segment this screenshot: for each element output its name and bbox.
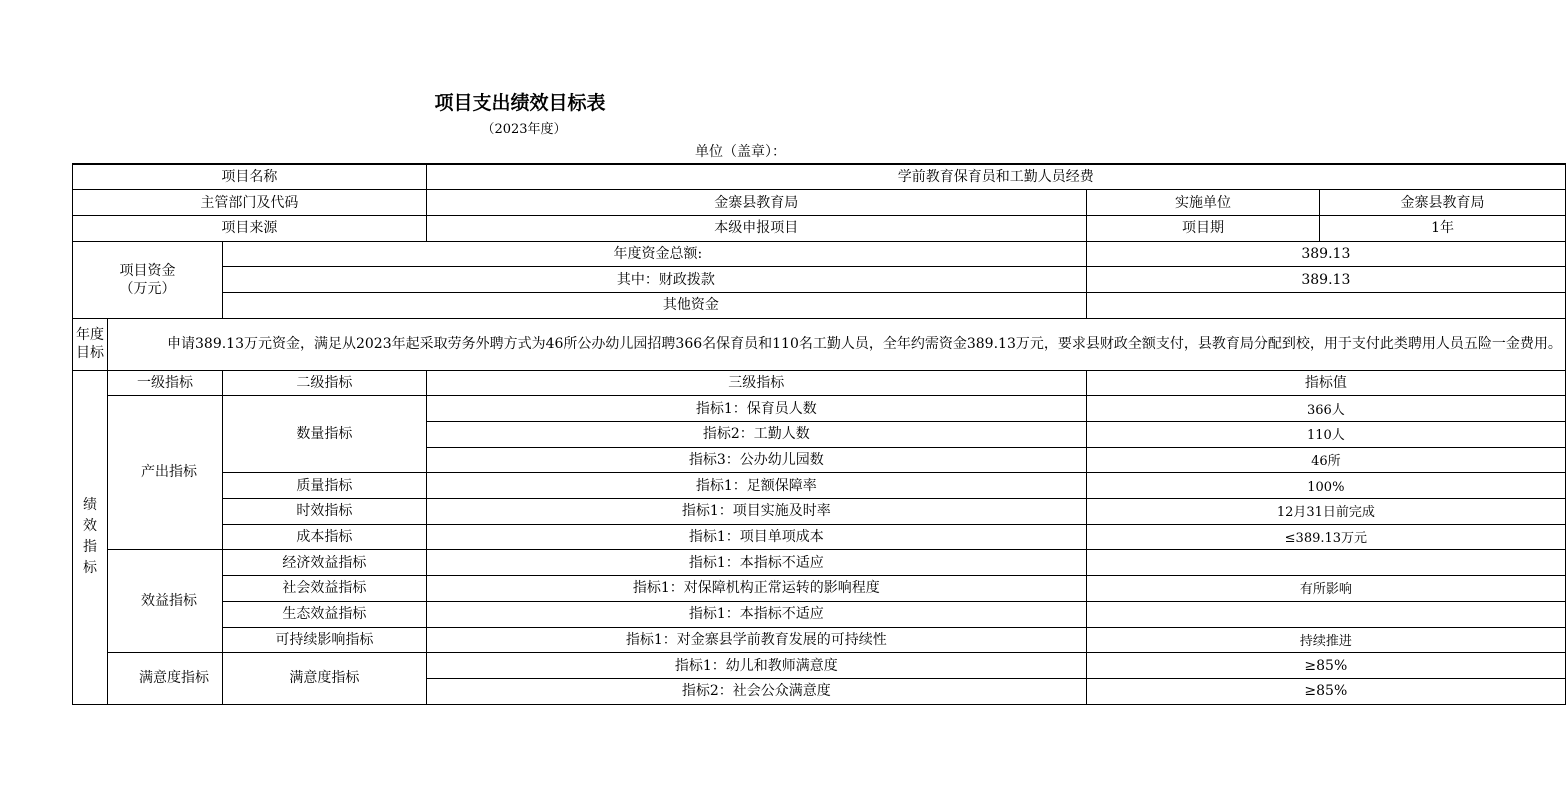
goal-text-content: 申请389.13万元资金，满足从2023年起采取劳务外聘方式为46所公办幼儿园招聘366名保育员和110名工勤人员，全年约需资金389.13万元，要求县财政全额支付，县教育局分配到校，用于支付此类聘用人员五险一金费用。 — [167, 336, 1562, 353]
indicator-value: 有所影响 — [1086, 576, 1565, 602]
indicator-row: 指标3：公办幼儿园数 — [426, 447, 1086, 473]
indicator-row: 指标1：保育员人数 — [426, 396, 1086, 422]
indicator-row: 指标1：足额保障率 — [426, 473, 1086, 499]
source-label: 项目来源 — [73, 215, 427, 241]
group-output: 产出指标 — [108, 396, 223, 550]
funds-total-value: 389.13 — [1086, 241, 1565, 267]
goal-label-line2: 目标 — [76, 345, 104, 362]
impl-value: 金寨县教育局 — [1320, 190, 1566, 216]
group-benefit: 效益指标 — [108, 550, 223, 653]
indicator-value: 366人 — [1086, 396, 1565, 422]
project-name-value: 学前教育保育员和工勤人员经费 — [426, 164, 1565, 190]
sub-economic: 经济效益指标 — [222, 550, 426, 576]
indicator-row: 指标1：幼儿和教师满意度 — [426, 653, 1086, 679]
indicator-value: ≥85% — [1086, 653, 1565, 679]
indicator-row: 指标1：项目单项成本 — [426, 524, 1086, 550]
period-value: 1年 — [1320, 215, 1566, 241]
funds-total-label: 年度资金总额: — [222, 241, 1086, 267]
indicator-row: 指标1：对金寨县学前教育发展的可持续性 — [426, 627, 1086, 653]
sub-timeliness: 时效指标 — [222, 499, 426, 525]
header-level2: 二级指标 — [222, 370, 426, 396]
funds-other-label: 其他资金 — [222, 292, 1086, 318]
header-level1: 一级指标 — [108, 370, 223, 396]
sub-social: 社会效益指标 — [222, 576, 426, 602]
indicator-value: ≥85% — [1086, 678, 1565, 704]
dept-label: 主管部门及代码 — [73, 190, 427, 216]
year-label: （2023年度） — [481, 122, 567, 137]
goal-label — [73, 318, 108, 370]
sub-eco: 生态效益指标 — [222, 601, 426, 627]
indicator-row: 指标2：工勤人数 — [426, 422, 1086, 448]
funds-label — [73, 241, 223, 318]
funds-fiscal-value: 389.13 — [1086, 267, 1565, 293]
indicator-value: 110人 — [1086, 422, 1565, 448]
sub-sustain: 可持续影响指标 — [222, 627, 426, 653]
indicator-value — [1086, 550, 1565, 576]
perf-label: 绩效指标 — [73, 370, 108, 704]
dept-value: 金寨县教育局 — [426, 190, 1086, 216]
indicator-value: 46所 — [1086, 447, 1565, 473]
indicator-value: ≤389.13万元 — [1086, 524, 1565, 550]
performance-table — [72, 163, 1566, 705]
sub-quality: 质量指标 — [222, 473, 426, 499]
sub-satisfaction: 满意度指标 — [222, 653, 426, 704]
indicator-value: 持续推进 — [1086, 627, 1565, 653]
funds-fiscal-label: 其中：财政拨款 — [222, 267, 1086, 293]
group-satisfaction: 满意度指标 — [108, 653, 223, 704]
goal-text — [108, 318, 1566, 370]
funds-other-value — [1086, 292, 1565, 318]
header-level3: 三级指标 — [426, 370, 1086, 396]
indicator-value — [1086, 601, 1565, 627]
indicator-row: 指标1：本指标不适应 — [426, 601, 1086, 627]
sub-cost: 成本指标 — [222, 524, 426, 550]
indicator-value: 100% — [1086, 473, 1565, 499]
source-value: 本级申报项目 — [426, 215, 1086, 241]
funds-label-line2: （万元） — [119, 280, 176, 297]
indicator-value: 12月31日前完成 — [1086, 499, 1565, 525]
impl-label: 实施单位 — [1086, 190, 1319, 216]
header-value: 指标值 — [1086, 370, 1565, 396]
goal-label-line1: 年度 — [76, 327, 104, 344]
sub-quantity: 数量指标 — [222, 396, 426, 473]
indicator-row: 指标1：对保障机构正常运转的影响程度 — [426, 576, 1086, 602]
funds-label-line1: 项目资金 — [119, 262, 176, 279]
indicator-row: 指标2：社会公众满意度 — [426, 678, 1086, 704]
unit-stamp-label: 单位（盖章）： — [695, 144, 786, 160]
page-title: 项目支出绩效目标表 — [434, 92, 606, 114]
indicator-row: 指标1：项目实施及时率 — [426, 499, 1086, 525]
project-name-label: 项目名称 — [73, 164, 427, 190]
indicator-row: 指标1：本指标不适应 — [426, 550, 1086, 576]
period-label: 项目期 — [1086, 215, 1319, 241]
